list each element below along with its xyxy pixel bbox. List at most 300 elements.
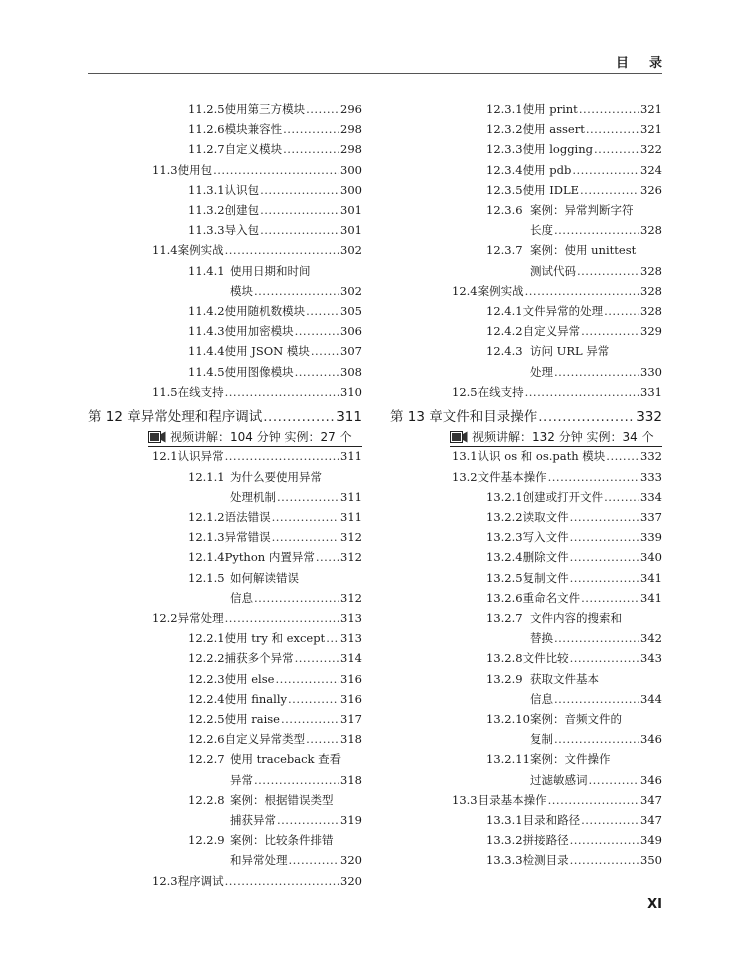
toc-number: 12.2.1	[188, 631, 225, 646]
toc-page: 321	[640, 122, 662, 137]
toc-leader-dots	[295, 649, 339, 667]
toc-number: 13.2.5	[486, 570, 523, 585]
toc-number: 12.2.9	[188, 833, 225, 848]
toc-subsection[interactable]	[486, 120, 662, 138]
toc-page: 312	[340, 590, 362, 605]
toc-title: 复制文件	[522, 570, 569, 585]
toc-title: 如何解读错误	[230, 570, 299, 585]
toc-number: 12.3	[152, 873, 178, 888]
toc-leader-dots	[570, 851, 639, 869]
toc-page: 324	[640, 162, 662, 177]
toc-number: 12.2.4	[188, 691, 225, 706]
toc-title: 使用 raise	[224, 712, 280, 726]
toc-title: 异常处理和程序调试	[140, 409, 263, 425]
toc-subsection[interactable]	[486, 851, 662, 869]
toc-number: 11.3.3	[188, 223, 225, 238]
toc-page: 320	[340, 853, 362, 868]
toc-page: 328	[640, 283, 662, 298]
toc-number: 11.4.1	[188, 263, 225, 278]
toc-page: 301	[340, 203, 362, 217]
toc-page: 311	[336, 409, 362, 425]
toc-title: 使用 finally	[224, 691, 288, 706]
toc-leader-dots	[263, 407, 335, 427]
toc-title: 认识 os 和 os.path 模块	[477, 449, 606, 464]
toc-leader-dots	[289, 851, 340, 869]
toc-page: 346	[640, 732, 662, 747]
toc-title: 使用加密模块	[224, 324, 294, 339]
toc-section[interactable]	[152, 241, 362, 259]
toc-title: 认识包	[224, 182, 260, 197]
toc-subsection[interactable]	[486, 831, 662, 849]
toc-page: 331	[640, 384, 662, 399]
toc-title: 语法错误	[224, 510, 271, 524]
toc-section[interactable]	[452, 447, 662, 465]
toc-title-continuation: 信息	[230, 590, 253, 605]
toc-leader-dots	[295, 322, 339, 340]
toc-page: 340	[640, 550, 662, 565]
toc-page: 317	[340, 712, 362, 726]
toc-title-continuation: 捕获异常	[230, 813, 276, 827]
toc-subsection[interactable]	[188, 791, 362, 809]
toc-title: 使用日期和时间	[230, 263, 311, 278]
page-number: XI	[647, 897, 662, 912]
toc-number: 12.3.3	[486, 142, 523, 157]
toc-subsection[interactable]	[188, 363, 362, 381]
toc-number: 12.2.6	[188, 732, 225, 747]
toc-leader-dots	[548, 791, 639, 809]
toc-page: 321	[640, 102, 662, 116]
toc-title: 自定义异常	[522, 324, 581, 339]
toc-subsection[interactable]	[486, 589, 662, 607]
toc-leader-dots	[525, 383, 639, 401]
video-info-text: 视频讲解：104 分钟 实例：27 个	[170, 430, 352, 445]
toc-subsection[interactable]	[486, 140, 662, 158]
toc-title: 捕获多个异常	[224, 651, 294, 666]
toc-title: 案例：异常判断字符	[530, 203, 634, 217]
toc-subsection[interactable]	[188, 302, 362, 320]
toc-leader-dots	[306, 100, 339, 118]
toc-number: 11.4.3	[188, 324, 225, 339]
toc-title-continuation: 过滤敏感词	[530, 772, 588, 787]
toc-title: 案例：比较条件排错	[230, 833, 334, 848]
running-head: 目录	[615, 56, 682, 71]
toc-title-continuation: 处理机制	[230, 489, 276, 504]
toc-number: 12.3.7	[486, 243, 523, 258]
toc-subsection[interactable]	[188, 649, 362, 667]
toc-leader-dots	[277, 488, 339, 506]
toc-subsection[interactable]	[486, 302, 662, 320]
toc-page: 306	[340, 324, 362, 339]
toc-leader-dots	[311, 342, 339, 360]
toc-number: 12.3.5	[486, 182, 523, 197]
toc-number: 12.1.5	[188, 570, 225, 585]
toc-continuation-line	[230, 771, 362, 789]
toc-subsection[interactable]	[486, 508, 662, 526]
toc-subsection[interactable]	[486, 670, 662, 688]
toc-page: 341	[640, 570, 662, 585]
toc-leader-dots	[254, 589, 339, 607]
toc-subsection[interactable]	[486, 811, 662, 829]
toc-title: 使用 else	[224, 671, 275, 686]
toc-subsection[interactable]	[188, 100, 362, 118]
toc-leader-dots	[594, 140, 639, 158]
toc-title: 案例：音频文件的	[530, 712, 622, 726]
toc-title: 删除文件	[522, 550, 569, 565]
toc-title: 文件异常的处理	[522, 304, 604, 318]
toc-page: 298	[340, 142, 362, 157]
toc-number: 12.1.2	[188, 510, 225, 524]
toc-number: 12.4	[452, 283, 478, 298]
toc-subsection[interactable]	[188, 528, 362, 546]
toc-title: 检测目录	[522, 853, 569, 868]
toc-title-continuation: 和异常处理	[230, 853, 288, 868]
toc-number: 12.5	[452, 384, 478, 399]
toc-number: 13.2.4	[486, 550, 523, 565]
toc-title: 使用 print	[522, 102, 578, 116]
toc-subsection[interactable]	[486, 609, 662, 627]
toc-leader-dots	[225, 447, 339, 465]
toc-section[interactable]	[452, 282, 662, 300]
toc-leader-dots	[570, 548, 639, 566]
toc-number: 11.4.5	[188, 364, 225, 379]
toc-number: 12.3.1	[486, 102, 523, 116]
toc-subsection[interactable]	[188, 201, 362, 219]
toc-title: 异常错误	[224, 530, 271, 545]
toc-page: 344	[640, 691, 662, 706]
toc-subsection[interactable]	[188, 140, 362, 158]
toc-page: 301	[340, 223, 362, 238]
toc-page: 314	[340, 651, 362, 666]
toc-subsection[interactable]	[486, 528, 662, 546]
toc-subsection[interactable]	[188, 629, 362, 647]
toc-leader-dots	[554, 730, 639, 748]
toc-leader-dots	[570, 569, 639, 587]
toc-leader-dots	[580, 181, 639, 199]
toc-page: 330	[640, 364, 662, 379]
toc-title: 案例：根据错误类型	[230, 792, 334, 807]
toc-number: 11.3.1	[188, 182, 225, 197]
toc-continuation-line	[530, 690, 662, 708]
video-info-text: 视频讲解：132 分钟 实例：34 个	[472, 430, 654, 445]
toc-page: 349	[640, 833, 662, 848]
toc-leader-dots	[554, 221, 639, 239]
toc-subsection[interactable]	[188, 750, 362, 768]
toc-number: 13.3	[452, 792, 478, 807]
toc-title-continuation: 处理	[530, 364, 553, 379]
toc-number: 13.2.8	[486, 651, 523, 666]
toc-subsection[interactable]	[486, 241, 662, 259]
toc-number: 13.3.3	[486, 853, 523, 868]
toc-page: 343	[640, 651, 662, 666]
toc-subsection[interactable]	[188, 322, 362, 340]
toc-title: 在线支持	[177, 384, 224, 399]
toc-continuation-line	[530, 221, 662, 239]
toc-leader-dots	[554, 629, 639, 647]
toc-title: 导入包	[224, 223, 260, 238]
video-icon	[450, 431, 468, 443]
toc-number: 11.3.2	[188, 203, 225, 217]
toc-page: 341	[640, 590, 662, 605]
toc-title: 案例：使用 unittest	[530, 243, 637, 258]
toc-leader-dots	[225, 872, 339, 890]
toc-title: 使用第三方模块	[224, 102, 306, 116]
toc-leader-dots	[225, 241, 339, 259]
toc-subsection[interactable]	[486, 322, 662, 340]
toc-continuation-line	[530, 629, 662, 647]
toc-leader-dots	[554, 363, 639, 381]
toc-leader-dots	[306, 302, 339, 320]
toc-page: 316	[340, 671, 362, 686]
toc-number: 12.4.2	[486, 324, 523, 339]
toc-page: 334	[640, 489, 662, 504]
toc-number: 11.4.4	[188, 344, 225, 359]
toc-number: 12.2.7	[188, 752, 225, 767]
toc-number: 13.2.3	[486, 530, 523, 545]
toc-title-continuation: 模块	[230, 283, 253, 298]
toc-number: 12.3.6	[486, 203, 523, 217]
toc-chapter[interactable]	[88, 407, 362, 427]
toc-number: 11.2.5	[188, 102, 225, 116]
toc-page: 312	[340, 530, 362, 545]
toc-subsection[interactable]	[486, 488, 662, 506]
toc-leader-dots	[260, 181, 339, 199]
toc-number: 13.3.1	[486, 813, 523, 827]
toc-subsection[interactable]	[188, 468, 362, 486]
toc-leader-dots	[538, 407, 635, 427]
toc-page: 332	[636, 409, 662, 425]
toc-section[interactable]	[152, 383, 362, 401]
toc-page: 339	[640, 530, 662, 545]
toc-title-continuation: 复制	[530, 732, 553, 747]
toc-continuation-line	[230, 282, 362, 300]
toc-title: 在线支持	[477, 384, 524, 399]
toc-continuation-line	[530, 771, 662, 789]
toc-leader-dots	[604, 302, 639, 320]
toc-title-continuation: 测试代码	[530, 263, 576, 278]
toc-page: 311	[340, 449, 362, 464]
toc-leader-dots	[589, 771, 640, 789]
toc-title: 文件基本操作	[477, 469, 547, 484]
toc-page: 307	[340, 344, 362, 359]
toc-number: 13.2.2	[486, 510, 523, 524]
toc-continuation-line	[530, 730, 662, 748]
toc-number: 11.2.7	[188, 142, 225, 157]
toc-page: 328	[640, 223, 662, 238]
toc-title: 使用图像模块	[224, 364, 294, 379]
toc-title: 案例：文件操作	[530, 752, 611, 767]
toc-subsection[interactable]	[188, 262, 362, 280]
toc-leader-dots	[554, 690, 639, 708]
toc-title: 使用 pdb	[522, 162, 572, 177]
toc-subsection[interactable]	[188, 548, 362, 566]
toc-leader-dots	[581, 589, 639, 607]
toc-section[interactable]	[152, 447, 362, 465]
toc-subsection[interactable]	[486, 710, 662, 728]
toc-page: 296	[340, 102, 362, 116]
toc-page: 326	[640, 182, 662, 197]
toc-subsection[interactable]	[188, 710, 362, 728]
toc-page: 311	[340, 489, 362, 504]
toc-leader-dots	[606, 447, 639, 465]
toc-page: 346	[640, 772, 662, 787]
toc-page: 328	[640, 304, 662, 318]
toc-leader-dots	[586, 120, 639, 138]
toc-leader-dots	[577, 262, 639, 280]
toc-title: 读取文件	[522, 510, 569, 524]
toc-title: 使用 try 和 except	[224, 631, 326, 646]
toc-page: 300	[340, 182, 362, 197]
toc-continuation-line	[530, 363, 662, 381]
toc-number: 13.2.10	[486, 712, 530, 726]
toc-section[interactable]	[152, 872, 362, 890]
toc-title-continuation: 异常	[230, 772, 253, 787]
toc-continuation-line	[230, 488, 362, 506]
toc-number: 12.2.3	[188, 671, 225, 686]
toc-number: 13.2.11	[486, 752, 530, 767]
video-info	[450, 429, 654, 445]
toc-subsection[interactable]	[486, 342, 662, 360]
toc-leader-dots	[581, 322, 639, 340]
toc-number: 12.1.3	[188, 530, 225, 545]
toc-page: 310	[340, 384, 362, 399]
toc-title: 使用 assert	[522, 122, 585, 137]
toc-subsection[interactable]	[486, 100, 662, 118]
toc-subsection[interactable]	[188, 730, 362, 748]
toc-leader-dots	[275, 670, 339, 688]
toc-title: 案例实战	[477, 283, 524, 298]
toc-title: Python 内置异常	[224, 550, 315, 565]
toc-leader-dots	[579, 100, 639, 118]
toc-number: 12.2.2	[188, 651, 225, 666]
toc-page: 313	[340, 611, 362, 625]
toc-leader-dots	[570, 508, 639, 526]
toc-subsection[interactable]	[188, 508, 362, 526]
toc-section[interactable]	[452, 791, 662, 809]
toc-title: 模块兼容性	[224, 122, 283, 137]
toc-leader-dots	[570, 528, 639, 546]
toc-subsection[interactable]	[486, 181, 662, 199]
toc-title-continuation: 长度	[530, 223, 553, 238]
toc-page: 319	[340, 813, 362, 827]
toc-page: 312	[340, 550, 362, 565]
toc-title: 异常处理	[177, 611, 224, 625]
toc-title: 案例实战	[177, 243, 224, 258]
toc-title: 目录基本操作	[477, 792, 547, 807]
toc-number: 13.2.1	[486, 489, 523, 504]
toc-subsection[interactable]	[486, 161, 662, 179]
toc-title: 使用 traceback 查看	[230, 752, 342, 767]
toc-leader-dots	[272, 528, 339, 546]
toc-continuation-line	[230, 811, 362, 829]
toc-title: 为什么要使用异常	[230, 469, 322, 484]
toc-subsection[interactable]	[486, 548, 662, 566]
toc-subsection[interactable]	[188, 120, 362, 138]
toc-section[interactable]	[452, 468, 662, 486]
toc-subsection[interactable]	[188, 670, 362, 688]
toc-section[interactable]	[452, 383, 662, 401]
toc-number: 第 12 章	[88, 409, 141, 425]
toc-page: 318	[340, 772, 362, 787]
toc-subsection[interactable]	[486, 649, 662, 667]
toc-title: 获取文件基本	[530, 671, 599, 686]
toc-subsection[interactable]	[188, 342, 362, 360]
toc-leader-dots	[288, 690, 339, 708]
toc-leader-dots	[281, 710, 339, 728]
toc-title: 创建包	[224, 203, 260, 217]
header-rule	[88, 73, 662, 74]
toc-page: 350	[640, 853, 662, 868]
toc-page: 329	[640, 324, 662, 339]
toc-subsection[interactable]	[486, 201, 662, 219]
toc-page: 332	[640, 449, 662, 464]
toc-leader-dots	[295, 363, 339, 381]
toc-page: 311	[340, 510, 362, 524]
toc-number: 第 13 章	[390, 409, 443, 425]
toc-chapter[interactable]	[390, 407, 662, 427]
toc-continuation-line	[230, 851, 362, 869]
toc-title: 使用随机数模块	[224, 304, 306, 318]
toc-number: 13.2.7	[486, 611, 523, 625]
toc-title: 文件内容的搜索和	[530, 611, 622, 625]
toc-number: 12.2.5	[188, 712, 225, 726]
toc-leader-dots	[260, 201, 339, 219]
toc-section[interactable]	[152, 609, 362, 627]
toc-number: 11.4.2	[188, 304, 225, 318]
toc-leader-dots	[225, 383, 339, 401]
toc-title: 使用 IDLE	[522, 182, 580, 197]
toc-page: 347	[640, 792, 662, 807]
toc-number: 12.1.1	[188, 469, 225, 484]
toc-subsection[interactable]	[486, 569, 662, 587]
toc-title: 认识异常	[177, 449, 224, 464]
toc-subsection[interactable]	[188, 181, 362, 199]
toc-page: 328	[640, 263, 662, 278]
toc-page: 298	[340, 122, 362, 137]
toc-number: 12.2	[152, 611, 178, 625]
toc-number: 13.2.9	[486, 671, 523, 686]
toc-leader-dots	[548, 468, 639, 486]
toc-title: 自定义模块	[224, 142, 283, 157]
toc-subsection[interactable]	[486, 750, 662, 768]
video-info	[148, 429, 352, 445]
toc-leader-dots	[213, 161, 339, 179]
toc-title: 使用包	[177, 162, 213, 177]
toc-section[interactable]	[152, 161, 362, 179]
toc-number: 12.1.4	[188, 550, 225, 565]
toc-leader-dots	[225, 609, 339, 627]
toc-title: 使用 logging	[522, 142, 594, 157]
toc-subsection[interactable]	[188, 569, 362, 587]
toc-number: 13.1	[452, 449, 478, 464]
toc-page: 302	[340, 283, 362, 298]
toc-subsection[interactable]	[188, 221, 362, 239]
toc-title-continuation: 替换	[530, 631, 553, 646]
toc-page: 316	[340, 691, 362, 706]
toc-number: 11.3	[152, 162, 178, 177]
toc-number: 11.2.6	[188, 122, 225, 137]
toc-leader-dots	[570, 831, 639, 849]
toc-title-continuation: 信息	[530, 691, 553, 706]
toc-title: 访问 URL 异常	[530, 344, 610, 359]
toc-leader-dots	[283, 140, 339, 158]
toc-subsection[interactable]	[188, 690, 362, 708]
toc-subsection[interactable]	[188, 831, 362, 849]
toc-number: 13.3.2	[486, 833, 523, 848]
toc-leader-dots	[604, 488, 639, 506]
toc-page: 318	[340, 732, 362, 747]
toc-number: 12.2.8	[188, 792, 225, 807]
toc-title: 自定义异常类型	[224, 732, 306, 747]
